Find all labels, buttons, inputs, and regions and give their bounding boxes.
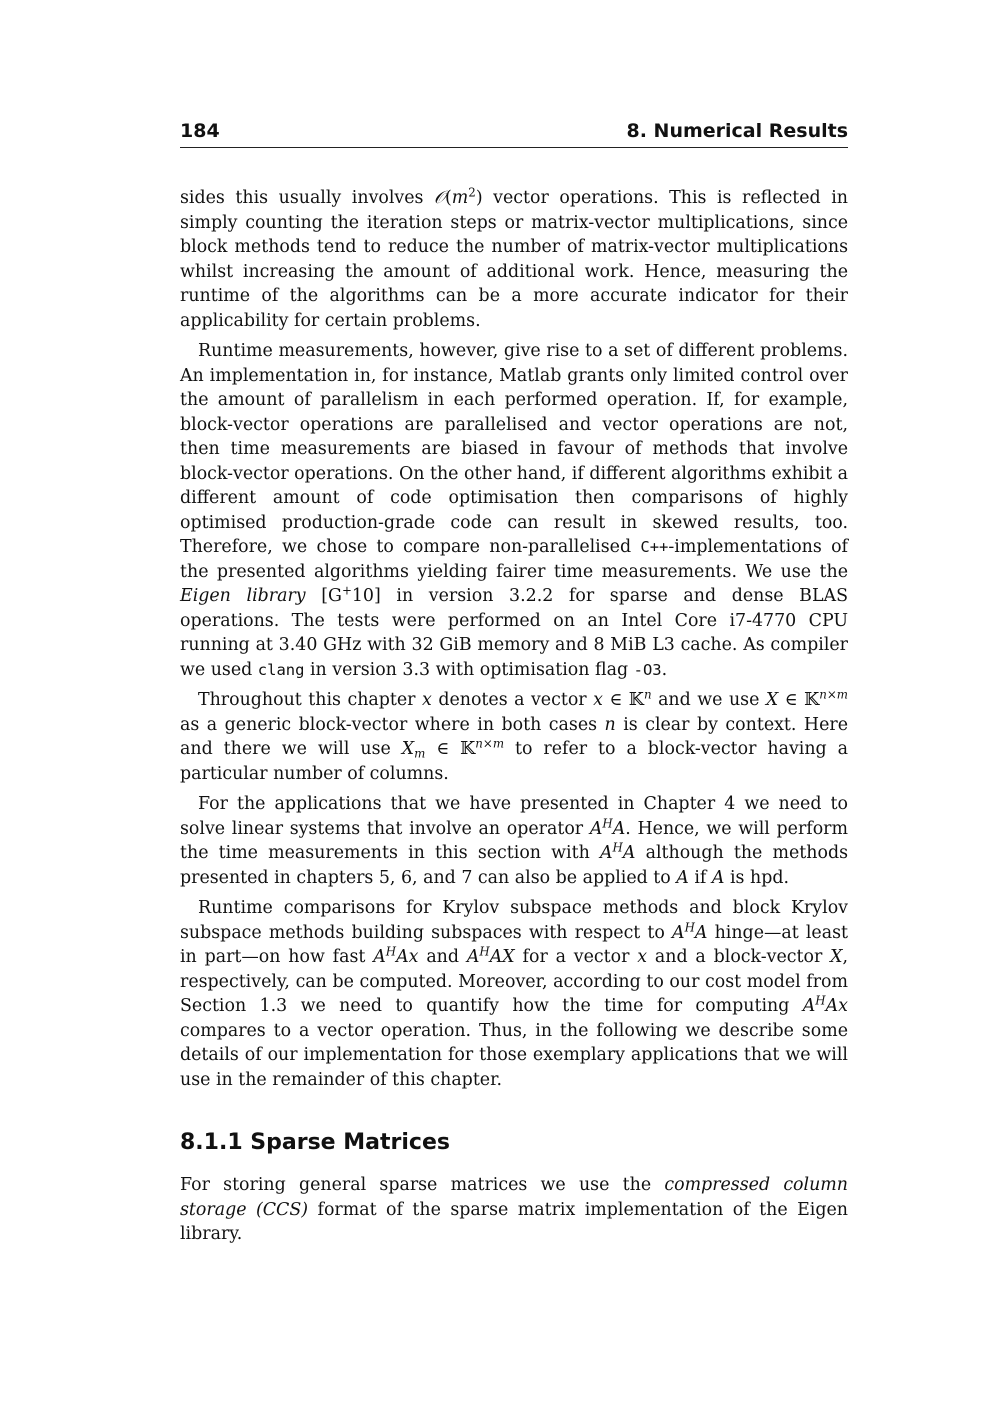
math-var: x	[637, 947, 648, 967]
text-run: For the applications that we have presented in Chapter 4 we need to solve linear systems that involve an operator	[180, 794, 848, 839]
code-flag: -O3	[633, 660, 662, 679]
math-exponent: H	[684, 920, 695, 934]
math-var: A	[676, 867, 689, 888]
text-run: Throughout this chapter	[198, 690, 422, 710]
math-var: X	[830, 947, 843, 967]
math-var: X	[401, 739, 415, 759]
math-element-of: ∈ 𝕂	[602, 690, 644, 710]
section-paragraph-1	[180, 1173, 848, 1247]
text-run: for a vector	[514, 947, 638, 967]
text-run: sides this usually involves	[180, 188, 435, 208]
citation-superscript: +	[341, 583, 352, 598]
math-var: A	[373, 947, 386, 967]
math-element-of: ∈ 𝕂	[425, 739, 476, 759]
math-exponent: H	[815, 993, 826, 1008]
text-run: 10] in version 3.2.2 for sparse and dense BLAS operations. The tests were performed on an Intel Core i7-4770 CPU running at 3.40 GHz with 32 GiB memory and 8 MiB L3 cache. As compiler we used	[180, 586, 848, 680]
math-exponent: H	[385, 944, 397, 959]
code-clang: clang	[257, 660, 305, 679]
section-body	[180, 1173, 848, 1247]
page	[180, 120, 848, 1253]
math-var: A	[672, 922, 685, 943]
math-var: x	[422, 690, 432, 710]
math-var: Ax	[825, 996, 848, 1016]
math-var: n	[604, 714, 616, 735]
math-exponent: n	[643, 687, 652, 702]
text-run: and we use	[651, 690, 766, 710]
citation-text: [G	[305, 586, 342, 606]
text-run: to refer to a block-vector having a particular number of columns.	[180, 739, 849, 784]
emphasis-eigen-library: Eigen library	[180, 586, 306, 606]
text-run: format of the sparse matrix implementation of the Eigen library.	[180, 1199, 848, 1244]
math-var: A	[612, 818, 626, 839]
text-run: -implementations of the presented algorithms yielding fairer time measurements. We use the	[180, 537, 848, 582]
text-run: in version 3.3 with optimisation flag	[304, 659, 634, 680]
math-exponent: H	[612, 840, 623, 855]
text-run: For storing general sparse matrices we use the	[180, 1175, 665, 1195]
text-run: hinge—at least in part—on how fast	[180, 922, 848, 967]
math-exponent: H	[479, 944, 490, 959]
paragraph-5	[180, 896, 848, 1092]
math-var: A	[589, 818, 603, 839]
text-run: (	[445, 188, 452, 208]
paragraph-1	[180, 186, 848, 333]
math-var: m	[451, 188, 469, 208]
text-run: .	[661, 659, 668, 680]
math-var: AX	[489, 947, 515, 967]
math-var: A	[711, 867, 725, 888]
text-run: Runtime measurements, however, give rise to a set of different problems. An implementation in, for instance, Matlab grants only limited control over the amount of parallelism in each performed operation. If, for example, block-vector operations are parallelised and vector operations are not, then time measurements are biased in favour of methods that involve block-vector operations. On the other hand, if different algorithms exhibit a different amount of code optimisation then comparisons of highly optimised production-grade code can result in skewed results, too. Therefore, we chose to compare non-parallelised	[180, 341, 848, 557]
text-run: ) vector operations. This is reflected in simply counting the iteration steps or matrix-vector multiplications, since block methods tend to reduce the number of matrix-vector multiplications whilst increasing the amount of additional work. Hence, measuring the runtime of the algorithms can be a more accurate indicator for their applicability for certain problems.	[180, 188, 848, 331]
text-run: is hpd.	[724, 867, 790, 888]
math-var: A	[694, 922, 708, 943]
big-o-symbol: 𝒪	[434, 188, 445, 208]
text-run: and	[418, 947, 467, 967]
math-var: X	[765, 690, 779, 710]
text-run: if	[688, 867, 712, 888]
math-var: Ax	[396, 947, 419, 967]
text-run: . Hence, we will perform the time measurements in this section with	[180, 818, 848, 863]
paragraph-3	[180, 688, 848, 786]
paragraph-2	[180, 339, 848, 682]
running-header	[180, 120, 848, 148]
text-run: although the methods presented in chapters 5, 6, and 7 can also be applied to	[180, 843, 849, 888]
math-var: A	[466, 947, 480, 967]
text-run: and a block-vector	[647, 947, 831, 967]
text-run: as a generic block-vector where in both cases	[180, 714, 605, 735]
section-heading: 8.1.1 Sparse Matrices	[180, 1130, 450, 1155]
math-exponent: 2	[468, 185, 476, 200]
code-cpp: C++	[640, 538, 669, 556]
math-var: x	[593, 690, 603, 710]
text-run: is clear by context. Here and there we will use	[180, 714, 848, 759]
math-var: A	[599, 843, 613, 863]
math-subscript: m	[414, 746, 426, 761]
paragraph-4	[180, 792, 848, 890]
text-run: , respectively, can be computed. Moreover, according to our cost model from Section 1.3 we need to quantify how the time for computing	[180, 947, 849, 1016]
math-var: A	[802, 996, 816, 1016]
body-text	[180, 186, 848, 1092]
math-exponent: n×m	[819, 687, 849, 702]
text-run: denotes a vector	[431, 690, 594, 710]
math-var: A	[622, 843, 636, 863]
page-number: 184	[180, 120, 220, 142]
chapter-title: 8. Numerical Results	[626, 120, 848, 142]
emphasis-ccs: compressed column storage (CCS)	[180, 1175, 848, 1220]
math-exponent: n×m	[475, 736, 505, 751]
text-run: compares to a vector operation. Thus, in the following we describe some details of our implementation for those exemplary applications that we will use in the remainder of this chapter.	[180, 1020, 848, 1090]
math-exponent: H	[602, 816, 613, 830]
text-run: Runtime comparisons for Krylov subspace methods and block Krylov subspace methods building subspaces with respect to	[180, 898, 848, 943]
math-element-of: ∈ 𝕂	[778, 690, 820, 710]
